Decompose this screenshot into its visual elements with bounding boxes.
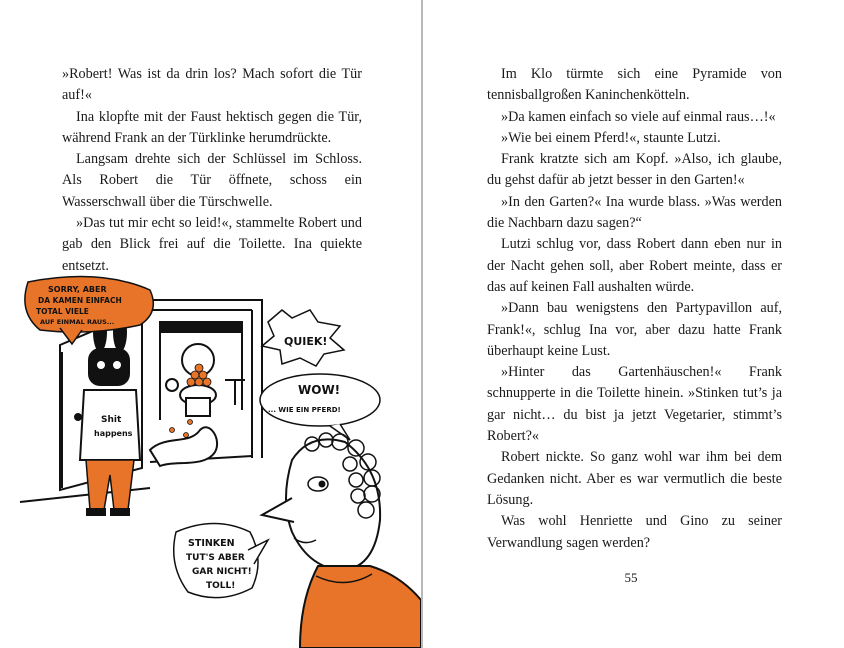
right-page xyxy=(423,0,844,648)
paragraph: Was wohl Henriette und Gino zu seiner Verwandlung sagen werden? xyxy=(487,513,782,551)
paragraph: »Da kamen einfach so viele auf einmal raus…!« xyxy=(501,108,776,125)
shirt-text-line: happens xyxy=(94,429,133,438)
speech-bubble-frank xyxy=(174,524,268,598)
bubble-line: WOW! xyxy=(298,383,341,397)
paragraph: »Das tut mir echt so leid!«, stammelte Robert und gab den Blick frei auf die Toilette. Ina quiekte entsetzt. xyxy=(62,215,362,274)
bubble-line: AUF EINMAL RAUS... xyxy=(40,318,115,326)
paragraph: »In den Garten?« Ina wurde blass. »Was werden die Nachbarn dazu sagen?“ xyxy=(487,193,782,232)
right-page-text xyxy=(487,64,782,554)
illustration xyxy=(0,270,421,648)
paragraph: Ina klopfte mit der Faust hektisch gegen die Tür, während Frank an der Türklinke herumdrückte. xyxy=(62,108,362,146)
paragraph: Robert nickte. So ganz wohl war ihm bei dem Gedanken nicht. Aber es war vermutlich die beste Lösung. xyxy=(487,449,782,508)
bubble-line: QUIEK! xyxy=(284,335,328,348)
left-page xyxy=(0,0,421,648)
bubble-line: DA KAMEN EINFACH xyxy=(38,296,122,305)
bubble-line: STINKEN xyxy=(188,538,235,549)
bubble-line: ... WIE EIN PFERD! xyxy=(268,406,341,414)
shirt-text-line: Shit xyxy=(101,415,122,425)
speech-bubble-quiek xyxy=(262,310,344,366)
bubble-line: TOTAL VIELE xyxy=(36,307,89,316)
frank-character xyxy=(262,433,421,648)
speech-bubble-wow xyxy=(260,374,380,440)
paragraph: Frank kratzte sich am Kopf. »Also, ich glaube, du gehst dafür ab jetzt besser in den Garten!« xyxy=(487,151,782,189)
paragraph: Lutzi schlug vor, dass Robert dann eben nur in der Nacht gehen soll, aber Robert meinte, dass er das auf keinen Fall aushalten würde. xyxy=(487,236,782,295)
bubble-line: GAR NICHT! xyxy=(192,567,252,577)
paragraph: »Hinter das Gartenhäuschen!« Frank schnupperte in die Toilette hinein. »Stinken tut’s ja gar nicht… du bist ja jetzt Vegetarier, stimmt’s Robert?« xyxy=(487,364,782,445)
left-page-text xyxy=(62,64,362,277)
paragraph: Im Klo türmte sich eine Pyramide von tennisballgroßen Kaninchenkötteln. xyxy=(487,66,782,104)
paragraph: »Robert! Was ist da drin los? Mach sofort die Tür auf!« xyxy=(62,66,362,104)
bubble-line: TUT'S ABER xyxy=(186,553,245,563)
bubble-line: TOLL! xyxy=(206,581,236,591)
page-number: 55 xyxy=(624,570,638,585)
paragraph: »Wie bei einem Pferd!«, staunte Lutzi. xyxy=(501,129,721,146)
paragraph: Langsam drehte sich der Schlüssel im Schloss. Als Robert die Tür öffnete, schoss ein Wasserschwall über die Türschwelle. xyxy=(62,151,362,210)
bubble-line: SORRY, ABER xyxy=(48,285,107,294)
paragraph: »Dann bau wenigstens den Partypavillon auf, Frank!«, schlug Ina vor, aber dazu hatte Frank überhaupt keine Lust. xyxy=(487,300,782,359)
